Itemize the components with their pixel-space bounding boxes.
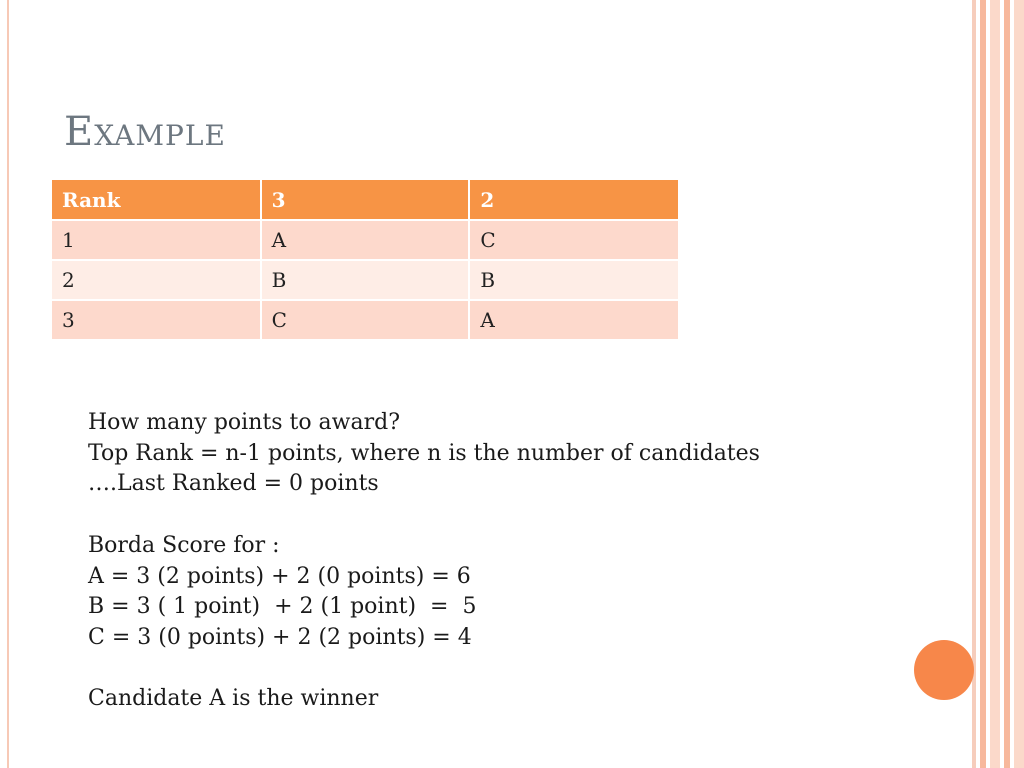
header-cell: 2 — [469, 180, 678, 220]
spacer — [88, 654, 888, 685]
table-cell: A — [261, 220, 470, 260]
body-line: A = 3 (2 points) + 2 (0 points) = 6 — [88, 563, 471, 589]
table-cell: 3 — [52, 300, 261, 340]
table-row — [52, 220, 678, 260]
table-row — [52, 300, 678, 340]
table-cell: B — [469, 260, 678, 300]
table-row — [52, 260, 678, 300]
body-line: C = 3 (0 points) + 2 (2 points) = 4 — [88, 624, 472, 650]
body-line: ….Last Ranked = 0 points — [88, 471, 379, 497]
body-line: B = 3 ( 1 point) + 2 (1 point) = 5 — [88, 594, 477, 620]
header-cell: Rank — [52, 180, 261, 220]
decorative-stripe — [1014, 0, 1024, 768]
table-cell: B — [261, 260, 470, 300]
slide-title: Example — [64, 109, 226, 155]
table-cell: A — [469, 300, 678, 340]
body-line: Top Rank = n-1 points, where n is the number of candidates — [88, 440, 760, 466]
slide-left-border — [7, 0, 9, 768]
slide-body — [88, 408, 888, 715]
body-line: Borda Score for : — [88, 532, 280, 558]
table-cell: C — [261, 300, 470, 340]
table-header-row — [52, 180, 678, 220]
table-cell: C — [469, 220, 678, 260]
spacer — [88, 500, 888, 531]
decorative-stripe — [1004, 0, 1010, 768]
body-line: How many points to award? — [88, 410, 401, 435]
table-cell: 2 — [52, 260, 261, 300]
body-line: Candidate A is the winner — [88, 686, 379, 712]
decorative-stripe — [972, 0, 976, 768]
decorative-stripe — [980, 0, 986, 768]
ranking-table — [52, 180, 678, 341]
decorative-stripe — [990, 0, 1000, 768]
header-cell: 3 — [261, 180, 470, 220]
decorative-circle — [914, 640, 974, 700]
table-cell: 1 — [52, 220, 261, 260]
